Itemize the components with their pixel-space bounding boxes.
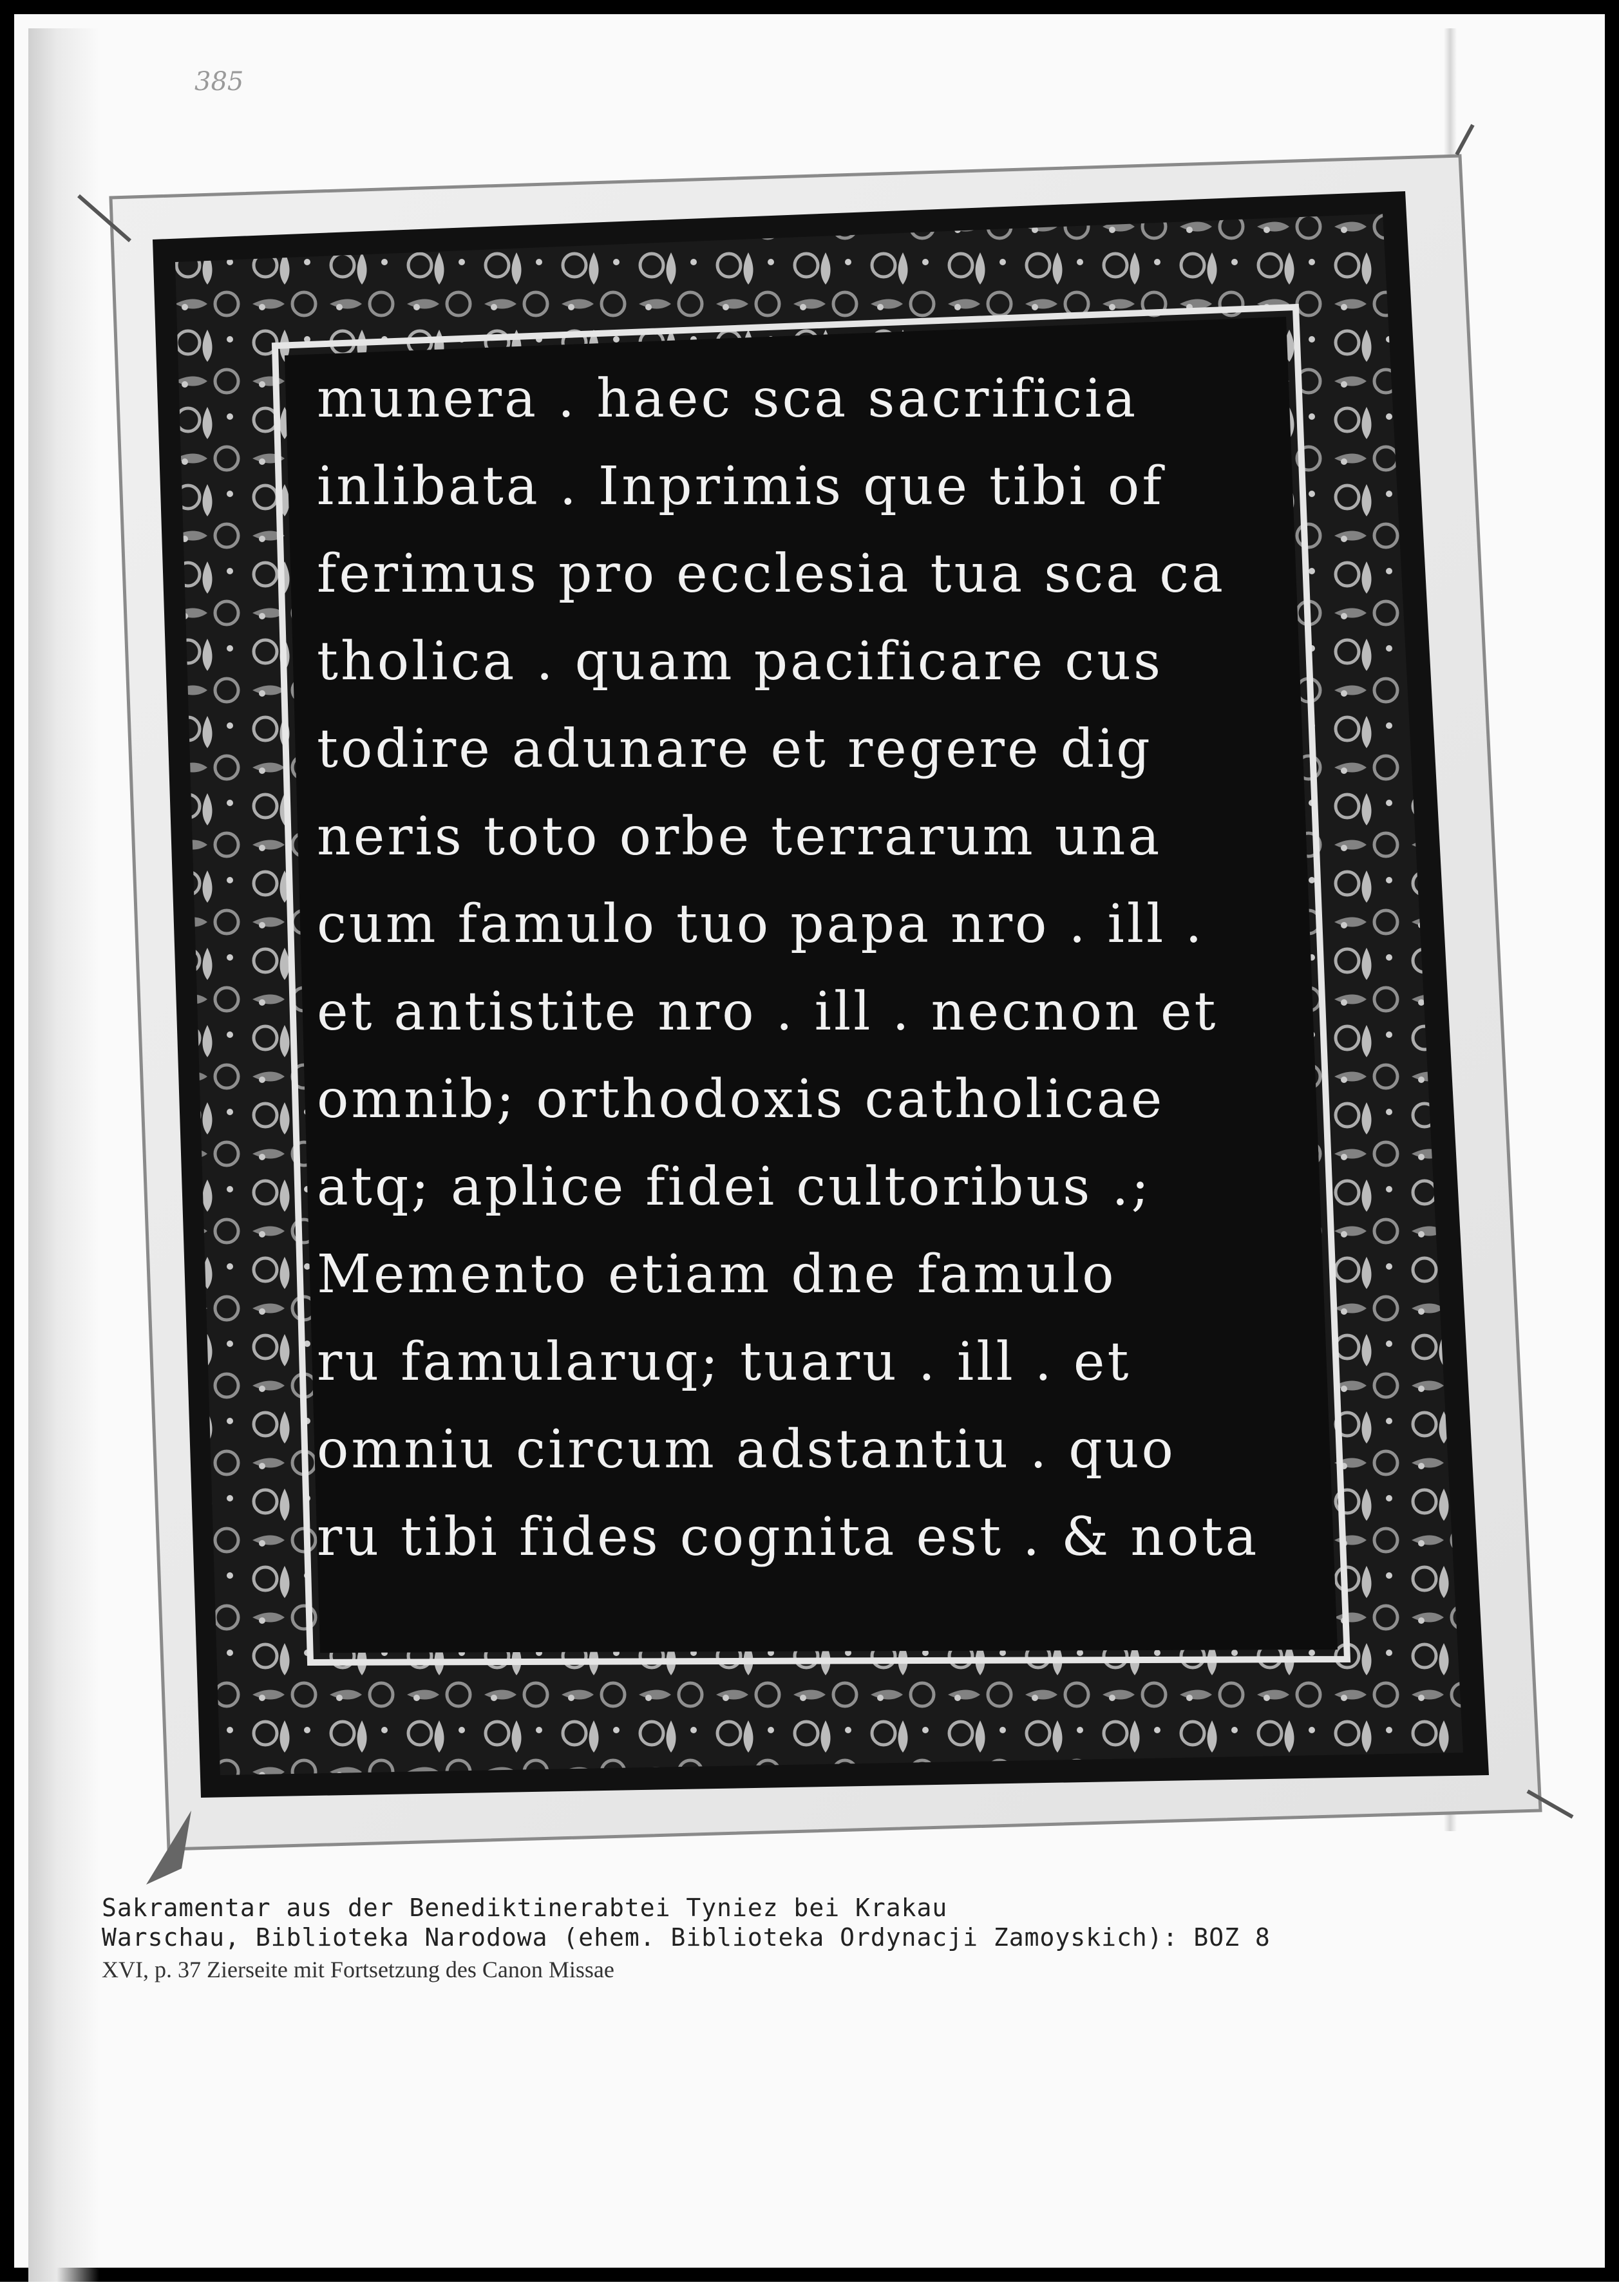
page-number: 385 (194, 67, 244, 97)
manuscript-line: cum famulo tuo papa nro . ill . (317, 894, 1205, 955)
figure-caption (102, 1893, 1583, 1984)
manuscript-line: neris toto orbe terrarum una (317, 806, 1162, 867)
manuscript-line: munera . haec sca sacrificia (317, 368, 1139, 429)
manuscript-line: et antistite nro . ill . necnon et (317, 981, 1218, 1042)
manuscript-line: atq; aplice fidei cultoribus .; (317, 1156, 1152, 1218)
manuscript-line: ru tibi fides cognita est . & nota (317, 1507, 1260, 1568)
manuscript-line: tholica . quam pacificare cus (317, 631, 1164, 692)
manuscript-line: omniu circum adstantiu . quo (317, 1419, 1176, 1480)
caption-location: Warschau, Biblioteka Narodowa (ehem. Biblioteka Ordynacji Zamoyskich): BOZ 8 (102, 1923, 1271, 1952)
caption-description: XVI, p. 37 Zierseite mit Fortsetzung des Canon Missae (102, 1957, 614, 1982)
manuscript-line: ru famularuq; tuaru . ill . et (317, 1331, 1131, 1393)
manuscript-line: Memento etiam dne famulo (317, 1244, 1117, 1305)
corner-arrow-top-right (1457, 125, 1473, 155)
manuscript-line: todire adunare et regere dig (317, 719, 1153, 780)
manuscript-text (317, 355, 1321, 1637)
manuscript-line: omnib; orthodoxis catholicae (317, 1069, 1165, 1130)
manuscript-line: ferimus pro ecclesia tua sca ca (317, 543, 1226, 605)
caption-title: Sakramentar aus der Benediktinerabtei Tyniez bei Krakau (102, 1894, 948, 1922)
manuscript-line: inlibata . Inprimis que tibi of (317, 456, 1164, 517)
